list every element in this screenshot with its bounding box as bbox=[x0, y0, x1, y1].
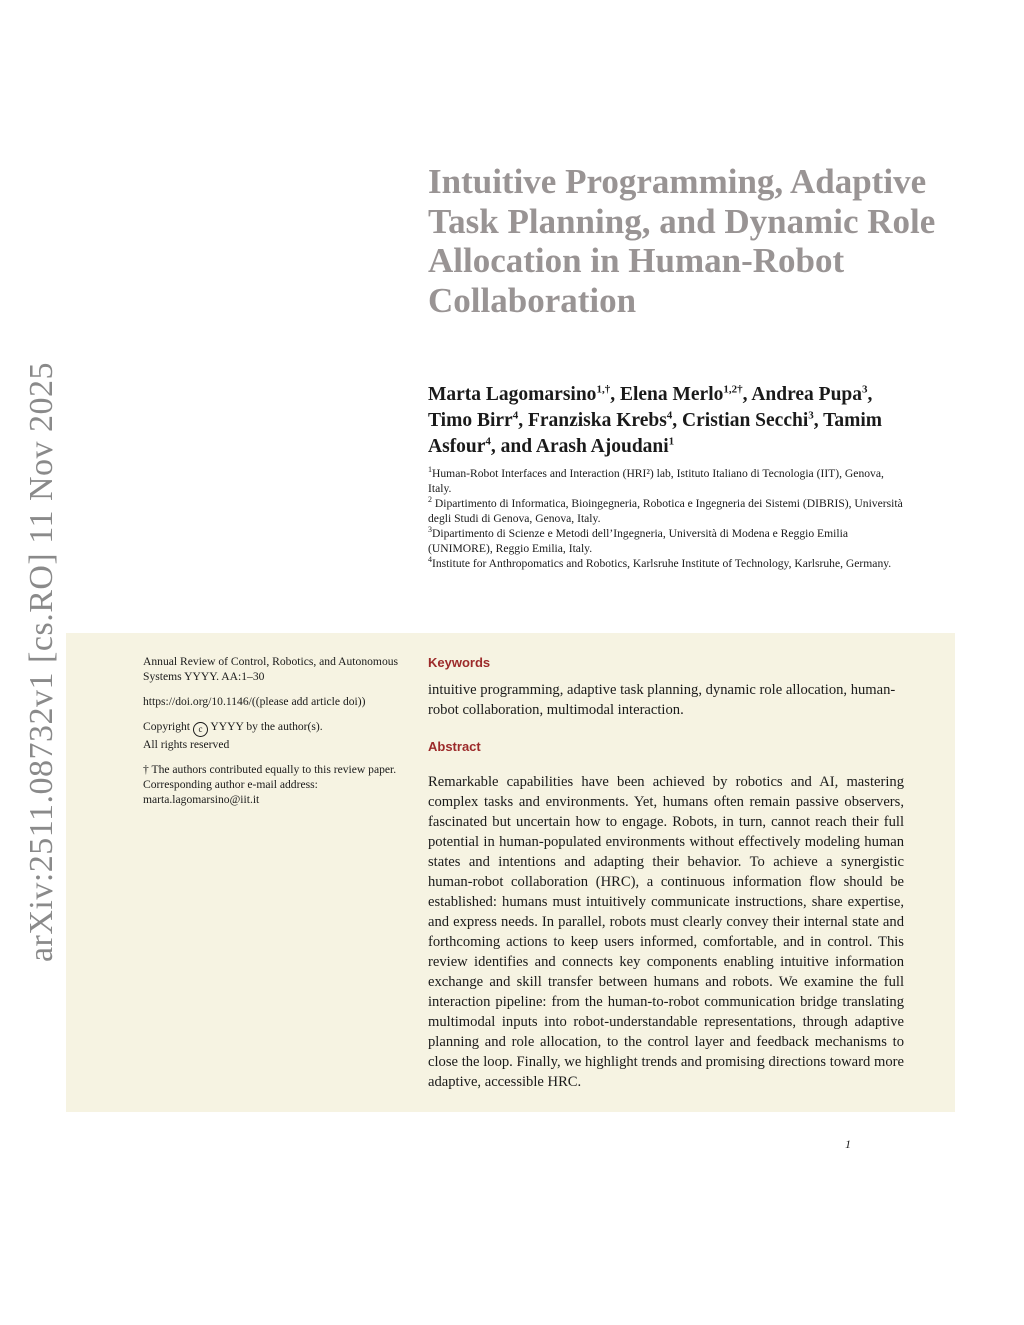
author-entry bbox=[536, 436, 674, 457]
affiliation-text: Dipartimento di Scienze e Metodi dell’Ingegneria, Università di Modena e Reggio Emilia (UNIMORE), Reggio Emilia, Italy. bbox=[428, 527, 848, 555]
author-affiliation-marker: 3 bbox=[862, 383, 868, 396]
author-entry bbox=[620, 384, 751, 405]
author-separator: , bbox=[742, 384, 752, 405]
author-affiliation-marker: 1 bbox=[668, 435, 675, 448]
author-name: Elena Merlo bbox=[619, 384, 724, 405]
copyright-suffix: YYYY by the author(s). bbox=[210, 720, 323, 733]
author-affiliation-marker: 4 bbox=[485, 435, 491, 448]
author-entry bbox=[751, 384, 872, 405]
author-entry bbox=[428, 410, 528, 431]
affiliation-text: Institute for Anthropomatics and Robotics, Karlsruhe Institute of Technology, Karlsruhe, Germany. bbox=[432, 557, 892, 570]
author-separator: , and bbox=[490, 436, 536, 457]
affiliation-number: 2 bbox=[428, 495, 432, 505]
copyright-prefix: Copyright bbox=[143, 720, 191, 733]
author-name: Timo Birr bbox=[428, 410, 513, 431]
keywords-text: intuitive programming, adaptive task planning, dynamic role allocation, human-robot collaboration, multimodal interaction. bbox=[428, 682, 896, 718]
author-name: Tamim Asfour bbox=[428, 410, 883, 457]
abstract-heading: Abstract bbox=[428, 739, 481, 754]
affiliation-text: Dipartimento di Informatica, Bioingegneria, Robotica e Ingegneria dei Sistemi (DIBRIS), Università degli Studi di Genova, Genova, Italy. bbox=[428, 497, 903, 525]
author-name: Andrea Pupa bbox=[751, 384, 863, 405]
author-affiliation-marker: 3 bbox=[808, 409, 814, 422]
author-name: Cristian Secchi bbox=[682, 410, 809, 431]
author-affiliation-marker: 4 bbox=[512, 409, 519, 422]
affiliation-text: Human-Robot Interfaces and Interaction (HRI²) lab, Istituto Italiano di Tecnologia (IIT), Genova, Italy. bbox=[428, 467, 884, 495]
author-affiliation-marker: 4 bbox=[666, 409, 673, 422]
rights-statement: All rights reserved bbox=[143, 738, 230, 751]
affiliation-number: 4 bbox=[428, 555, 432, 565]
copyright-icon: c bbox=[193, 722, 208, 737]
affiliation-number: 1 bbox=[428, 465, 432, 475]
doi-link[interactable]: https://doi.org/10.1146/((please add article doi)) bbox=[143, 695, 366, 708]
copyright-notice bbox=[143, 719, 399, 752]
arxiv-identifier-stamp: arXiv:2511.08732v1 [cs.RO] 11 Nov 2025 bbox=[23, 361, 60, 963]
affiliation-number: 3 bbox=[428, 525, 432, 535]
author-separator: , bbox=[867, 384, 873, 405]
author-separator: , bbox=[518, 410, 528, 431]
abstract-text: Remarkable capabilities have been achieved by robotics and AI, mastering complex tasks and environments. Yet, humans often remain passive observers, fascinated but uncertain how to engage. Robots, in turn, cannot reach their full potential in human-populated environments without effectively modeling human states and intentions and adapting their behavior. To achieve a synergistic human-robot collaboration (HRC), a continuous information flow should be established: humans must intuitively communicate instructions, share expertise, and express needs. In parallel, robots must clearly convey their internal state and forthcoming actions to keep users informed, comfortable, and in control. This review identifies and connects key components enabling intuitive information exchange and skill transfer between humans and robots. We examine the full interaction pipeline: from the human-to-robot communication bridge translating multimodal inputs into robot-understandable representations, through adaptive planning and role allocation, to the control layer and feedback mechanisms to close the loop. Finally, we highlight trends and promising directions toward more adaptive, accessible HRC. bbox=[428, 774, 904, 1090]
affiliation-entry bbox=[428, 526, 910, 556]
publication-metadata bbox=[143, 654, 399, 817]
author-separator: , bbox=[610, 384, 620, 405]
author-list bbox=[428, 382, 908, 460]
affiliation-list bbox=[428, 466, 910, 571]
keywords-heading: Keywords bbox=[428, 655, 491, 670]
author-entry bbox=[528, 410, 682, 431]
page-number: 1 bbox=[845, 1137, 851, 1151]
affiliation-entry bbox=[428, 556, 910, 571]
author-affiliation-marker: 1,2† bbox=[723, 383, 743, 396]
journal-citation: Annual Review of Control, Robotics, and Autonomous Systems YYYY. AA:1–30 bbox=[143, 655, 399, 683]
author-name: Marta Lagomarsino bbox=[428, 384, 597, 405]
author-entry bbox=[682, 410, 823, 431]
author-name: Arash Ajoudani bbox=[535, 436, 669, 457]
author-entry bbox=[428, 384, 620, 405]
affiliation-entry bbox=[428, 496, 910, 526]
equal-contribution-note: † The authors contributed equally to this review paper. Corresponding author e-mail address: marta.lagomarsino@iit.it bbox=[143, 763, 397, 806]
author-affiliation-marker: 1,† bbox=[596, 383, 611, 396]
affiliation-entry bbox=[428, 466, 910, 496]
author-name: Franziska Krebs bbox=[527, 410, 667, 431]
author-separator: , bbox=[813, 410, 824, 431]
paper-title: Intuitive Programming, Adaptive Task Planning, and Dynamic Role Allocation in Human-Robot Collaboration bbox=[428, 162, 936, 320]
author-separator: , bbox=[672, 410, 683, 431]
